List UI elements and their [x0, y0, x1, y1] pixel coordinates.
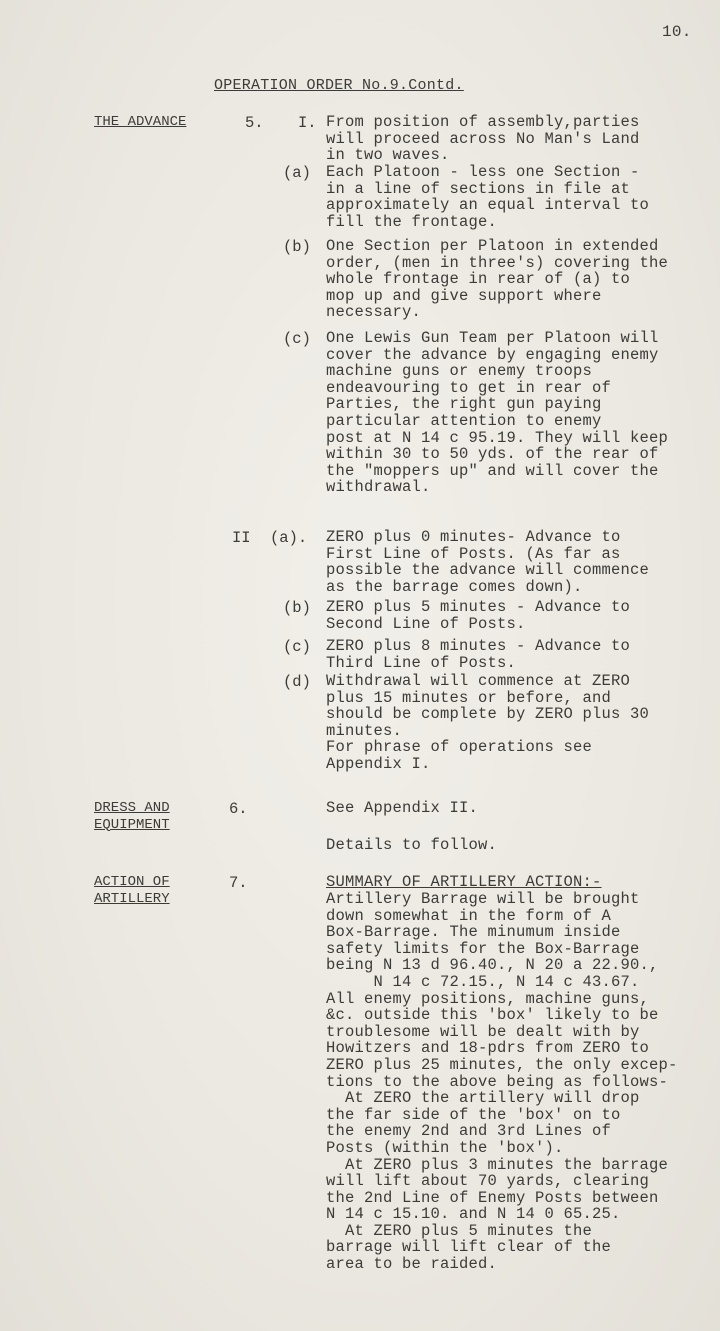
section-heading-advance: THE ADVANCE	[94, 114, 187, 130]
dress-line-2: Details to follow.	[326, 836, 498, 854]
item-b-text: One Section per Platoon in extended order, (men in three's) covering the whole frontage in rear of (a) to mop up and give support where necessary.	[326, 237, 669, 322]
part-label-i: I.	[298, 114, 317, 132]
ii-label-c: (c)	[283, 638, 311, 656]
item-label-a: (a)	[283, 164, 311, 182]
section-heading-artillery: ACTION OF ARTILLERY	[94, 874, 170, 907]
advance-intro: From position of assembly,parties will proceed across No Man's Land in two waves.	[326, 113, 640, 165]
dress-line-1: See Appendix II.	[326, 799, 479, 817]
section-number-7: 7.	[229, 874, 248, 892]
section-number-6: 6.	[229, 800, 248, 818]
section-heading-dress: DRESS AND EQUIPMENT	[94, 800, 170, 833]
ii-a-text: ZERO plus 0 minutes- Advance to First Line of Posts. (As far as possible the advance will commence as the barrage comes down).	[326, 528, 650, 596]
part-label-ii: II	[232, 529, 251, 547]
ii-label-a: (a).	[270, 529, 308, 547]
item-label-c: (c)	[283, 330, 311, 348]
ii-c-text: ZERO plus 8 minutes - Advance to Third Line of Posts.	[326, 637, 631, 672]
section-number-5: 5.	[245, 114, 264, 132]
artillery-body: Artillery Barrage will be brought down somewhat in the form of A Box-Barrage. The minumum inside safety limits for the Box-Barrage being N 13 d 96.40., N 20 a 22.90., N 14 c 72.15., N 14 c 43.67. All enemy positions, machine guns, &c. outside this 'box' likely to be troublesome will be dealt with by Howitzers and 18-pdrs from ZERO to ZERO plus 25 minutes, the only excep- tions to the above being as follows- At ZERO the artillery will drop the far side of the 'box' on to the enemy 2nd and 3rd Lines of Posts (within the 'box'). At ZERO plus 3 minutes the barrage will lift about 70 yards, clearing the 2nd Line of Enemy Posts between N 14 c 15.10. and N 14 0 65.25. At ZERO plus 5 minutes the barrage will lift clear of the area to be raided.	[326, 890, 678, 1274]
artillery-subheading: SUMMARY OF ARTILLERY ACTION:-	[326, 873, 602, 891]
ii-b-text: ZERO plus 5 minutes - Advance to Second Line of Posts.	[326, 598, 631, 633]
ii-label-b: (b)	[283, 599, 311, 617]
page-number: 10.	[662, 23, 692, 41]
ii-d-text: Withdrawal will commence at ZERO plus 15 minutes or before, and should be complete by ZERO plus 30 minutes. For phrase of operations see Appendix I.	[326, 672, 650, 773]
item-label-b: (b)	[283, 238, 311, 256]
ii-label-d: (d)	[283, 673, 311, 691]
item-c-text: One Lewis Gun Team per Platoon will cover the advance by engaging enemy machine guns or enemy troops endeavouring to get in rear of Parties, the right gun paying particular attention to enemy post at N 14 c 95.19. They will keep within 30 to 50 yds. of the rear of the "moppers up" and will cover the withdrawal.	[326, 329, 669, 497]
item-a-text: Each Platoon - less one Section - in a line of sections in file at approximately an equal interval to fill the frontage.	[326, 163, 650, 231]
page-title: OPERATION ORDER No.9.Contd.	[214, 77, 464, 94]
